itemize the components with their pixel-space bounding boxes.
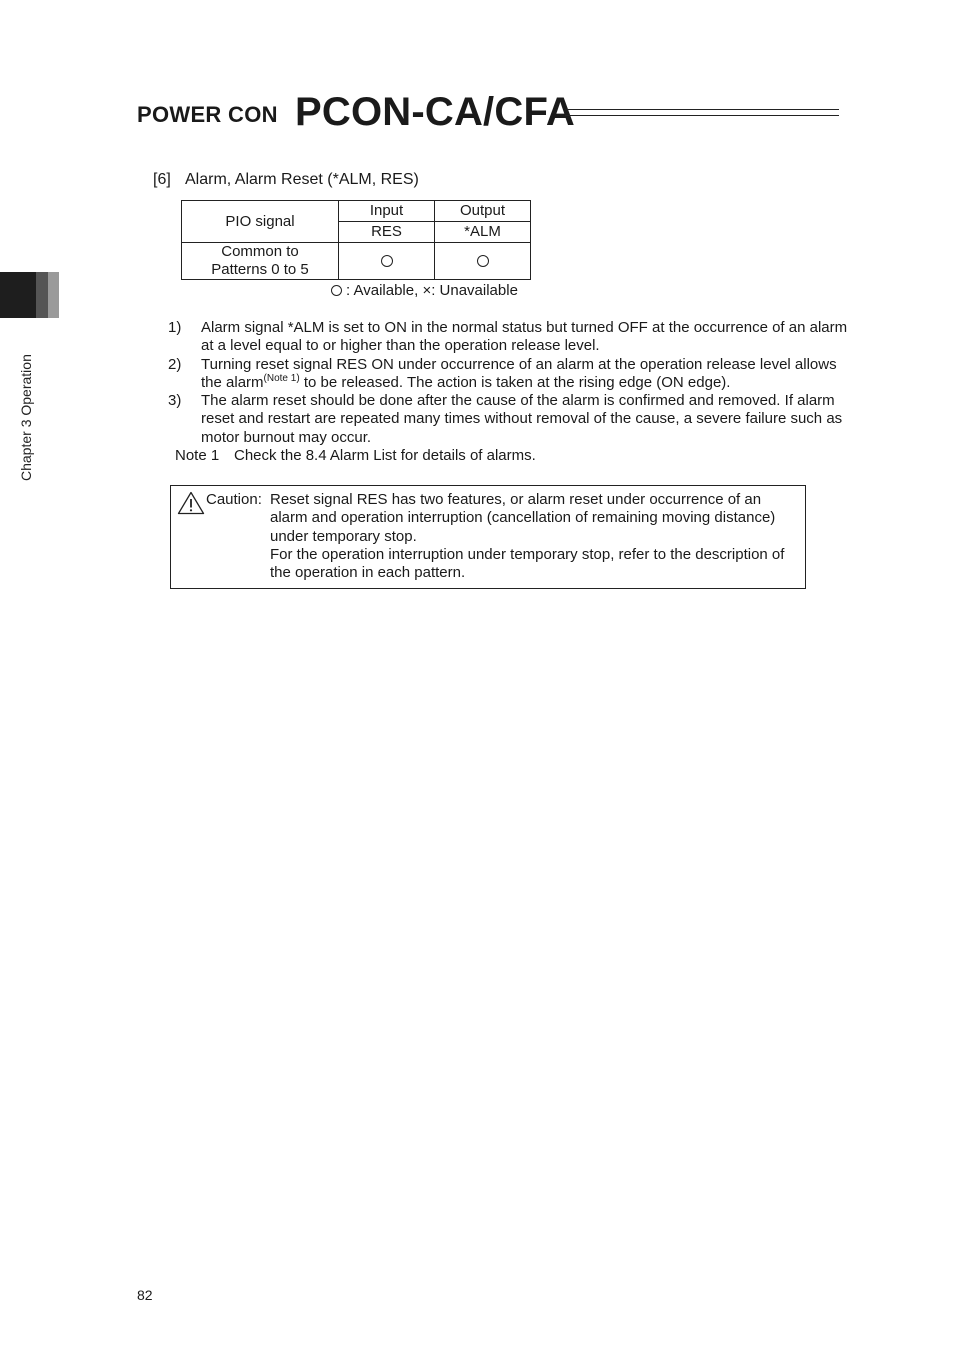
- note-reference-superscript: (Note 1): [263, 372, 300, 384]
- section-number: [6]: [153, 171, 171, 188]
- table-row-label-line1: Common to: [221, 243, 299, 260]
- available-circle-icon: [331, 285, 342, 296]
- list-item-text-after: to be released. The action is taken at the rising edge (ON edge).: [299, 373, 731, 391]
- caution-box: [170, 485, 806, 589]
- section-heading: [153, 171, 419, 189]
- caution-body: [270, 491, 802, 582]
- warning-triangle-icon: [177, 491, 205, 515]
- footnote-text: Check the 8.4 Alarm List for details of alarms.: [234, 447, 536, 464]
- table-cell-res-availability: [339, 243, 435, 280]
- list-item: [168, 319, 848, 356]
- chapter-tab-block-dark: [0, 272, 36, 318]
- chapter-tab-marker: [0, 272, 59, 318]
- table-output-signal: *ALM: [435, 222, 531, 243]
- table-row-label: [182, 243, 339, 280]
- list-item: [168, 356, 848, 393]
- table-header-input: Input: [339, 201, 435, 222]
- list-item-number: 3): [168, 392, 182, 410]
- page-number: 82: [137, 1287, 153, 1303]
- chapter-tab-block-light: [48, 272, 59, 318]
- available-circle-icon: [477, 255, 489, 267]
- caution-paragraph-1: Reset signal RES has two features, or alarm reset under occurrence of an alarm and operation interruption (cancellation of remaining moving distance) under temporary stop.: [270, 491, 776, 545]
- numbered-list: [168, 319, 848, 447]
- brand-model-title: PCON-CA/CFA: [295, 90, 575, 134]
- table-cell-alm-availability: [435, 243, 531, 280]
- pio-signal-table: [181, 200, 531, 280]
- caution-label: Caution:: [206, 491, 262, 508]
- list-item: [168, 392, 848, 447]
- header-double-rule: [565, 109, 839, 116]
- table-legend: [331, 282, 518, 299]
- legend-text: : Available, ×: Unavailable: [346, 282, 518, 299]
- page-header: [137, 90, 847, 140]
- chapter-side-label: Chapter 3 Operation: [18, 354, 34, 481]
- list-item-number: 1): [168, 319, 182, 336]
- section-title: Alarm, Alarm Reset (*ALM, RES): [185, 171, 419, 188]
- table-header-output: Output: [435, 201, 531, 222]
- footnote: [175, 447, 536, 464]
- list-item-text: Alarm signal *ALM is set to ON in the normal status but turned OFF at the occurrence of an alarm at a level equal to or higher than the operation release level.: [201, 319, 848, 355]
- table-row-label-line2: Patterns 0 to 5: [211, 261, 309, 278]
- list-item-text: The alarm reset should be done after the cause of the alarm is confirmed and removed. If alarm reset and restart are repeated many times without removal of the cause, a severe failure such as motor burnout may occur.: [201, 392, 843, 446]
- brand-small-title: POWER CON: [137, 102, 278, 127]
- list-item-text-before: Turning reset signal RES ON under occurrence of an alarm at the operation release level allows the alarm: [201, 355, 837, 391]
- available-circle-icon: [381, 255, 393, 267]
- caution-paragraph-2: For the operation interruption under temporary stop, refer to the description of the operation in each pattern.: [270, 545, 785, 582]
- table-input-signal: RES: [339, 222, 435, 243]
- footnote-label: Note 1: [175, 447, 220, 464]
- list-item-number: 2): [168, 355, 182, 373]
- chapter-tab-block-mid: [36, 272, 48, 318]
- table-header-pio-signal: PIO signal: [182, 201, 339, 243]
